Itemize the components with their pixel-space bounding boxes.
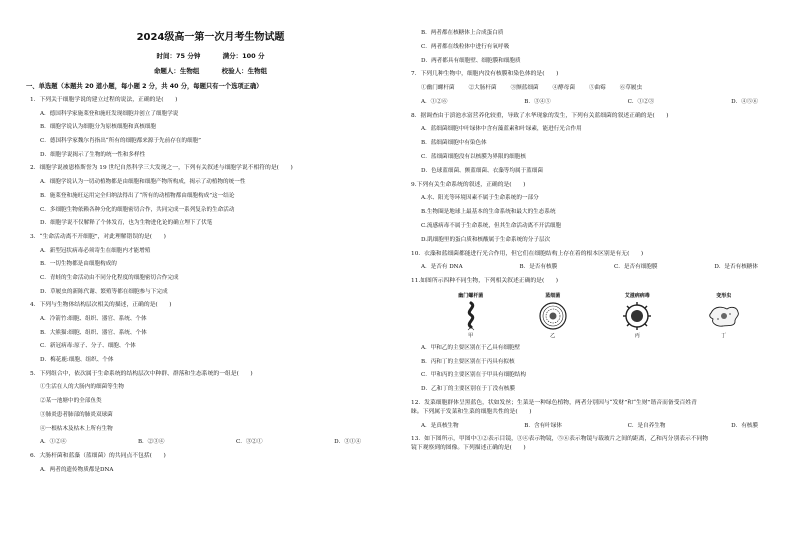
exam-meta-authors: [30, 66, 391, 75]
q11-option-b: B．丙和丁的主要区别在于丙具有拟核: [421, 358, 515, 365]
amoeba-icon: [707, 301, 741, 331]
question-9-stem: 9.下列有关生命系统的叙述，正确的是( ): [411, 181, 526, 188]
q12-option-b: B．含有叶绿体: [524, 422, 562, 429]
q4-option-b: B．大熊猫:细胞、组织、器官、系统、个体: [40, 329, 147, 336]
exam-author: 命题人：生物组: [153, 67, 200, 75]
q7-item-4: ④酵母菌: [552, 85, 575, 92]
q1-option-b: B．细胞学说认为细胞分为原核细胞和真核细胞: [40, 124, 156, 131]
figure-label: 甲: [468, 332, 474, 339]
q10-options-row: [421, 264, 788, 271]
figure-caption: 蓝细菌: [545, 292, 561, 299]
q10-option-c: C．是否有细胞膜: [614, 264, 658, 271]
q7-item-2: ②大肠杆菌: [468, 85, 497, 92]
question-10-stem: 10．衣藻和蓝细菌都能进行光合作用，但它们在细胞结构上存在着的根本区别是有无( ): [411, 250, 644, 257]
q11-option-a: A．甲和乙的主要区别在于乙具有细胞壁: [421, 344, 521, 351]
q7-option-b: B．③④⑤: [524, 98, 551, 105]
question-13-stem-cont: 镜下观察到的图像。下列描述正确的是( ): [411, 445, 526, 452]
q10-option-a: A．是否有 DNA: [421, 264, 463, 271]
q11-option-d: D．乙和丁的主要区别在于丁没有核膜: [421, 386, 515, 393]
question-2-stem: 2．细胞学说被恩格斯誉为 19 世纪自然科学三大发现之一，下列有关叙述与细胞学说不相符的是( ): [30, 165, 293, 172]
q5-item-4: ④一根枯木及枯木上所有生物: [40, 425, 113, 432]
figure-label: 丙: [634, 332, 640, 339]
figure-caption: 幽门螺杆菌: [458, 292, 484, 299]
figure-label: 丁: [721, 332, 727, 339]
q3-option-b: B．一切生物都是由细胞构成的: [40, 261, 117, 268]
q7-item-6: ⑥草履虫: [619, 85, 643, 92]
q4-option-d: D．梅花鹿:细胞、组织、个体: [40, 357, 114, 364]
figure-label: 乙: [550, 332, 556, 339]
q8-option-d: D．色球蓝细菌、颤蓝细菌、衣藻等均属于蓝细菌: [421, 167, 543, 174]
q2-option-c: C．多细胞生物依赖各种分化的细胞密切合作，共同完成一系列复杂的生命活动: [40, 206, 235, 213]
q8-option-b: B．蓝细菌细胞中有染色体: [421, 140, 487, 147]
q9-option-a: A.水、阳光等环境因素不属于生命系统的一部分: [421, 195, 539, 202]
question-3-stem: 3．“生命活动离不开细胞”，对此理解错误的是( ): [30, 233, 166, 240]
question-4-stem: 4．下列与生物体结构层次相关的描述，正确的是( ): [30, 302, 172, 309]
question-11-stem: 11.如图所示四种不同生物，下列相关叙述正确的是( ): [411, 278, 559, 285]
exam-reviewer: 校验人：生物组: [221, 67, 268, 75]
q4-option-c: C．新冠病毒:原子、分子、细胞、个体: [40, 343, 136, 350]
figure-caption: 变形虫: [716, 292, 732, 299]
q2-option-d: D．细胞学说不仅解释了个体发育，也为生物进化论的确立埋下了伏笔: [40, 220, 213, 227]
exam-full-score: 满分：100 分: [222, 52, 265, 60]
q3-option-c: C．青蛙的生命活动由不同分化程度的细胞密切合作完成: [40, 274, 179, 281]
q12-option-d: D．有核膜: [731, 422, 758, 429]
q4-option-a: A．冷箭竹:细胞、组织、器官、系统、个体: [40, 316, 147, 322]
q12-option-c: C．是自养生物: [627, 422, 666, 429]
q3-option-d: D．草履虫的新陈代谢、繁殖等都在细胞参与下完成: [40, 288, 168, 295]
question-8-stem: 8．据调查由于滇池水富营养化较重，导致了水华现象的发生，下列有关蓝细菌的叙述正确的是( ): [411, 112, 669, 119]
q1-option-c: C．德国科学家魏尔肖指出“所有的细胞都来源于先前存在的细胞”: [40, 138, 202, 145]
page-title: 2024级高一第一次月考生物试题: [136, 32, 285, 43]
hiv-virus-icon: [622, 301, 652, 331]
q7-option-d: D．④⑤⑥: [731, 98, 758, 105]
q6-option-d: D．两者都具有细胞壁、细胞膜和细胞质: [421, 57, 521, 64]
q5-option-c: C．③②①: [235, 439, 263, 446]
question-13-stem: 13．如下图所示，甲图中①②表示目镜，③④表示物镜，⑤⑥表示物镜与载玻片之间的距离，乙和丙分别表示不同物: [411, 436, 709, 443]
q11-figure: [411, 292, 788, 339]
q10-option-b: B．是否有核膜: [519, 264, 558, 271]
figure-amoeba: [707, 292, 741, 339]
q2-option-a: A．细胞学说认为一切动植物都是由细胞和细胞产物所构成，揭示了动植物的统一性: [40, 179, 246, 186]
cyanobacteria-icon: [538, 301, 568, 331]
q5-item-1: ①生活在人的大肠内的细菌等生物: [40, 384, 124, 391]
q10-option-d: D．是否有核糖体: [714, 264, 758, 271]
figure-caption: 艾滋病病毒: [624, 292, 650, 299]
question-5-stem: 5．下列组合中，依次属于生命系统的结构层次中种群、群落和生态系统的一组是( ): [30, 370, 253, 377]
q6-option-a: A．两者的遗传物质都是DNA: [40, 466, 114, 473]
q7-items-row: [421, 85, 788, 92]
question-12-stem-cont: 睐。下列属于发菜和生菜的细胞共性的是( ): [411, 409, 532, 415]
question-6-stem: 6．大肠杆菌和蓝藻（蓝细菌）的共同点不包括( ): [30, 452, 166, 459]
q11-option-c: C．甲和丙的主要区别在于甲具有细胞结构: [421, 372, 526, 379]
q5-option-b: B．②③④: [137, 439, 165, 446]
q7-item-1: ①幽门螺杆菌: [421, 85, 455, 92]
q5-options-row: [40, 439, 391, 446]
figure-hiv: [622, 292, 652, 339]
q5-option-d: D．③①④: [334, 439, 361, 446]
q2-option-b: B．施莱登和施旺运用完全归纳法得出了“所有的动植物都由细胞构成”这一结论: [40, 192, 235, 199]
q12-option-a: A．是真核生物: [421, 422, 459, 429]
exam-time: 时间：75 分钟: [156, 52, 201, 60]
q8-option-a: A．蓝细菌细胞中叶绿体中含有藻蓝素和叶绿素，能进行光合作用: [421, 126, 582, 133]
q6-option-b: B．两者都在核糖体上合成蛋白质: [421, 30, 504, 36]
q3-option-a: A．新型冠状病毒必须寄生在细胞内才能增殖: [40, 247, 151, 254]
question-12-stem: 12．发菜细胞群体呈黑蓝色，状如发丝；生菜是一种绿色植物，两者分别因与“发财”和“生财”谐音而备受百姓青: [411, 400, 697, 406]
question-1-stem: 1．下列关于细胞学说的建立过程的说法，正确的是( ): [30, 97, 178, 103]
right-column: [397, 0, 794, 554]
q7-option-c: C．①②③: [627, 98, 655, 105]
q7-item-3: ③颤蓝细菌: [510, 85, 539, 92]
q1-option-a: A．德国科学家施莱登和施旺发现细胞并创立了细胞学说: [40, 110, 179, 117]
helicobacter-icon: [460, 301, 482, 331]
q9-option-b: B.生物圈是地球上最基本的生命系统和最大的生态系统: [421, 209, 556, 216]
question-7-stem: 7．下列几种生物中，细胞内没有核膜和染色体的是( ): [411, 71, 559, 78]
q7-options-row: [421, 99, 788, 106]
q6-option-c: C．两者都在线粒体中进行有氧呼吸: [421, 43, 510, 50]
q9-option-d: D.肌细胞里的蛋白质和核酸属于生命系统的分子层次: [421, 236, 551, 243]
q7-item-5: ⑤曲霉: [588, 85, 606, 92]
q7-option-a: A．①②⑥: [421, 98, 448, 105]
q9-option-c: C.流感病毒不属于生命系统，但其生命活动离不开活细胞: [421, 222, 562, 229]
section-heading: 一、单选题（本题共 20 道小题，每小题 2 分，共 40 分，每题只有一个选项正确）: [26, 83, 263, 90]
figure-cyanobacteria: [538, 292, 568, 339]
q12-options-row: [421, 423, 788, 430]
exam-meta-time: [30, 51, 391, 60]
q5-item-2: ②某一池塘中的全部鱼类: [40, 398, 102, 405]
figure-helicobacter: [458, 292, 483, 339]
q5-item-3: ③肺炎患者肺部的肺炎双球菌: [40, 411, 113, 418]
q1-option-d: D．细胞学说揭示了生物的统一性和多样性: [40, 151, 146, 158]
q8-option-c: C．蓝细菌细胞没有以核膜为界限的细胞核: [421, 153, 526, 160]
q5-option-a: A．①②④: [40, 439, 67, 446]
